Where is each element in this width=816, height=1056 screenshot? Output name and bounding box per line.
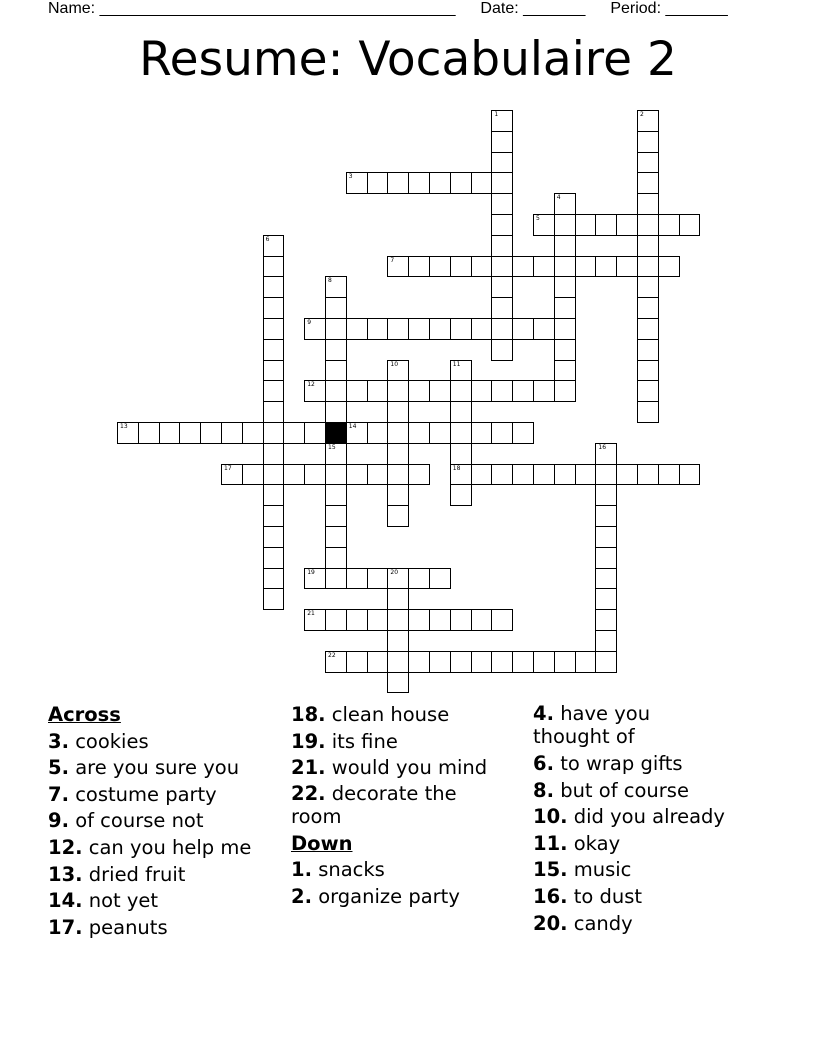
crossword-cell[interactable] — [325, 568, 347, 590]
clue-number: 21 — [307, 610, 315, 618]
crossword-cell[interactable] — [325, 339, 347, 361]
crossword-cell[interactable] — [491, 172, 513, 194]
clue-number: 3 — [348, 173, 353, 181]
crossword-cell[interactable] — [367, 380, 389, 402]
clue-across-21: 21. would you mind — [291, 756, 488, 780]
clue-down-8: 8. but of course — [533, 778, 689, 802]
black-cell — [325, 422, 347, 444]
crossword-cell[interactable] — [263, 297, 285, 319]
crossword-cell[interactable] — [679, 464, 701, 486]
clue-number: 10 — [390, 360, 399, 368]
crossword-cell[interactable] — [554, 464, 576, 486]
crossword-cell[interactable] — [325, 360, 347, 382]
crossword-cell[interactable] — [179, 422, 201, 444]
crossword-cell[interactable] — [575, 256, 597, 278]
crossword-cell[interactable] — [554, 380, 576, 402]
crossword-cell[interactable] — [595, 505, 617, 527]
crossword-cell[interactable] — [595, 526, 617, 548]
crossword-cell[interactable] — [263, 443, 285, 465]
crossword-cell[interactable] — [242, 422, 264, 444]
crossword-cell[interactable] — [491, 214, 513, 236]
crossword-cell[interactable] — [512, 464, 534, 486]
crossword-cell[interactable] — [637, 380, 659, 402]
crossword-cell[interactable] — [450, 360, 472, 382]
crossword-cell[interactable] — [346, 464, 368, 486]
crossword-cell[interactable] — [429, 172, 451, 194]
crossword-cell[interactable] — [471, 256, 493, 278]
crossword-cell[interactable] — [637, 339, 659, 361]
page-title: Resume: Vocabulaire 2 — [139, 32, 677, 87]
crossword-cell[interactable] — [637, 214, 659, 236]
crossword-cell[interactable] — [387, 172, 409, 194]
crossword-cell[interactable] — [554, 360, 576, 382]
crossword-cell[interactable] — [263, 484, 285, 506]
crossword-cell[interactable] — [387, 630, 409, 652]
clue-number: 9 — [307, 319, 312, 326]
crossword-cell[interactable] — [595, 256, 617, 278]
crossword-cell[interactable] — [387, 380, 409, 402]
crossword-cell[interactable] — [242, 464, 264, 486]
crossword-cell[interactable] — [491, 131, 513, 153]
crossword-cell[interactable] — [367, 422, 389, 444]
date-blank[interactable]: _______ — [523, 0, 586, 17]
clue-down-11: 11. okay — [533, 831, 621, 855]
crossword-cell[interactable] — [575, 651, 597, 673]
crossword-cell[interactable] — [450, 651, 472, 673]
crossword-cell[interactable] — [533, 318, 555, 340]
crossword-cell[interactable] — [637, 318, 659, 340]
clue-number: 5 — [536, 215, 540, 222]
clues-column-2 — [291, 702, 516, 911]
down-heading: Down — [291, 831, 353, 855]
clue-down-1: 1. snacks — [291, 858, 385, 882]
crossword-cell[interactable] — [429, 609, 451, 631]
clue-down-6: 6. to wrap gifts — [533, 752, 683, 775]
crossword-cell[interactable] — [491, 235, 513, 257]
clue-down-15: 15. music — [533, 858, 632, 882]
crossword-cell[interactable] — [575, 214, 597, 236]
crossword-cell[interactable] — [304, 380, 326, 402]
crossword-cell[interactable] — [346, 422, 368, 444]
clue-across-9: 9. of course not — [48, 809, 204, 833]
crossword-cell[interactable] — [658, 214, 680, 236]
crossword-cell[interactable] — [408, 651, 430, 673]
crossword-cell[interactable] — [554, 235, 576, 257]
crossword-cell[interactable] — [595, 568, 617, 590]
crossword-cell[interactable] — [429, 256, 451, 278]
crossword-cell[interactable] — [408, 172, 430, 194]
crossword-cell[interactable] — [325, 318, 347, 340]
clue-down-20: 20. candy — [533, 911, 633, 935]
crossword-cell[interactable] — [491, 256, 513, 278]
crossword-cell[interactable] — [616, 256, 638, 278]
crossword-cell[interactable] — [491, 318, 513, 340]
clue-number: 2 — [640, 111, 644, 118]
crossword-cell[interactable] — [637, 131, 659, 153]
crossword-cell[interactable] — [325, 443, 347, 465]
crossword-cell[interactable] — [450, 443, 472, 465]
crossword-cell[interactable] — [263, 568, 285, 590]
crossword-cell[interactable] — [429, 651, 451, 673]
clue-across-17: 17. peanuts — [48, 915, 168, 939]
crossword-cell[interactable] — [471, 609, 493, 631]
crossword-cell[interactable] — [512, 256, 534, 278]
crossword-cell[interactable] — [637, 193, 659, 215]
crossword-cell[interactable] — [533, 651, 555, 673]
crossword-cell[interactable] — [387, 568, 409, 590]
crossword-cell[interactable] — [325, 484, 347, 506]
crossword-cell[interactable] — [471, 318, 493, 340]
crossword-cell[interactable] — [263, 422, 285, 444]
crossword-cell[interactable] — [637, 152, 659, 174]
crossword-cell[interactable] — [346, 380, 368, 402]
crossword-cell[interactable] — [491, 380, 513, 402]
clue-number: 13 — [120, 423, 128, 430]
crossword-cell[interactable] — [263, 588, 285, 610]
crossword-cell[interactable] — [554, 651, 576, 673]
crossword-cell[interactable] — [304, 422, 326, 444]
crossword-cell[interactable] — [637, 235, 659, 257]
crossword-cell[interactable] — [637, 110, 659, 132]
crossword-cell[interactable] — [117, 422, 139, 444]
crossword-cell[interactable] — [512, 380, 534, 402]
crossword-cell[interactable] — [450, 401, 472, 423]
crossword-cell[interactable] — [346, 318, 368, 340]
crossword-cell[interactable] — [408, 256, 430, 278]
crossword-cell[interactable] — [408, 464, 430, 486]
crossword-cell[interactable] — [471, 464, 493, 486]
crossword-cell[interactable] — [491, 651, 513, 673]
clue-number: 6 — [265, 235, 270, 243]
crossword-cell[interactable] — [471, 422, 493, 444]
clue-number: 11 — [452, 360, 461, 368]
crossword-cell[interactable] — [263, 401, 285, 423]
crossword-cell[interactable] — [637, 276, 659, 298]
crossword-cell[interactable] — [554, 339, 576, 361]
crossword-cell[interactable] — [512, 422, 534, 444]
crossword-cell[interactable] — [367, 609, 389, 631]
crossword-cell[interactable] — [491, 609, 513, 631]
crossword-cell[interactable] — [304, 568, 326, 590]
name-blank[interactable]: ________________________________________ — [99, 0, 456, 17]
crossword-cell[interactable] — [554, 193, 576, 215]
clue-number: 15 — [328, 443, 336, 451]
clue-down-2: 2. organize party — [291, 884, 460, 908]
crossword-cell[interactable] — [263, 526, 285, 548]
crossword-cell[interactable] — [533, 380, 555, 402]
crossword-cell[interactable] — [387, 401, 409, 423]
crossword-cell[interactable] — [512, 318, 534, 340]
clue-down-4: 4. have you thought of — [533, 702, 651, 748]
crossword-cell[interactable] — [367, 568, 389, 590]
crossword-cell[interactable] — [387, 443, 409, 465]
crossword-cell[interactable] — [263, 318, 285, 340]
crossword-cell[interactable] — [387, 505, 409, 527]
crossword-cell[interactable] — [263, 505, 285, 527]
clue-across-7: 7. costume party — [48, 782, 217, 806]
crossword-cell[interactable] — [595, 588, 617, 610]
clue-across-14: 14. not yet — [48, 889, 159, 913]
crossword-cell[interactable] — [429, 568, 451, 590]
crossword-cell[interactable] — [387, 422, 409, 444]
crossword-cell[interactable] — [450, 484, 472, 506]
crossword-cell[interactable] — [408, 380, 430, 402]
crossword-cell[interactable] — [595, 443, 617, 465]
crossword-cell[interactable] — [263, 360, 285, 382]
across-heading: Across — [48, 703, 121, 726]
crossword-cell[interactable] — [450, 422, 472, 444]
crossword-cell[interactable] — [554, 276, 576, 298]
crossword-cell[interactable] — [554, 297, 576, 319]
clue-across-19: 19. its fine — [291, 729, 398, 753]
crossword-cell[interactable] — [554, 256, 576, 278]
clue-number: 17 — [224, 464, 232, 472]
clue-number: 20 — [390, 568, 399, 576]
crossword-cell[interactable] — [325, 464, 347, 486]
clue-across-13: 13. dried fruit — [48, 862, 186, 886]
crossword-cell[interactable] — [138, 422, 160, 444]
crossword-cell[interactable] — [325, 609, 347, 631]
period-blank[interactable]: _______ — [665, 0, 728, 17]
crossword-cell[interactable] — [346, 609, 368, 631]
crossword-cell[interactable] — [637, 256, 659, 278]
crossword-cell[interactable] — [533, 464, 555, 486]
crossword-cell[interactable] — [367, 172, 389, 194]
crossword-cell[interactable] — [346, 568, 368, 590]
crossword-cell[interactable] — [200, 422, 222, 444]
crossword-cell[interactable] — [637, 401, 659, 423]
crossword-cell[interactable] — [304, 609, 326, 631]
crossword-cell[interactable] — [387, 651, 409, 673]
crossword-cell[interactable] — [450, 172, 472, 194]
crossword-cell[interactable] — [408, 568, 430, 590]
crossword-cell[interactable] — [325, 401, 347, 423]
crossword-cell[interactable] — [408, 422, 430, 444]
crossword-cell[interactable] — [346, 172, 368, 194]
crossword-cell[interactable] — [325, 297, 347, 319]
clue-number: 1 — [494, 111, 499, 118]
crossword-cell[interactable] — [387, 256, 409, 278]
crossword-cell[interactable] — [263, 464, 285, 486]
clue-number: 12 — [307, 381, 315, 389]
clue-across-18: 18. clean house — [291, 703, 450, 726]
crossword-cell[interactable] — [533, 214, 555, 236]
crossword-cell[interactable] — [367, 651, 389, 673]
clue-number: 18 — [452, 464, 461, 472]
crossword-cell[interactable] — [491, 339, 513, 361]
crossword-cell[interactable] — [679, 214, 701, 236]
crossword-cell[interactable] — [283, 464, 305, 486]
clue-number: 16 — [598, 443, 607, 451]
crossword-cell[interactable] — [450, 318, 472, 340]
crossword-cell[interactable] — [491, 422, 513, 444]
crossword-cell[interactable] — [471, 380, 493, 402]
crossword-cell[interactable] — [637, 297, 659, 319]
crossword-cell[interactable] — [637, 464, 659, 486]
crossword-cell[interactable] — [575, 464, 597, 486]
crossword-cell[interactable] — [263, 276, 285, 298]
crossword-cell[interactable] — [159, 422, 181, 444]
crossword-cell[interactable] — [263, 380, 285, 402]
crossword-cell[interactable] — [450, 609, 472, 631]
clues-column-3 — [533, 702, 803, 937]
crossword-cell[interactable] — [325, 651, 347, 673]
clue-across-3: 3. cookies — [48, 729, 149, 753]
student-info-line — [48, 0, 768, 20]
crossword-cell[interactable] — [595, 630, 617, 652]
crossword-cell[interactable] — [304, 464, 326, 486]
crossword-cell[interactable] — [263, 547, 285, 569]
crossword-cell[interactable] — [387, 609, 409, 631]
crossword-cell[interactable] — [471, 172, 493, 194]
clues-column-1 — [48, 702, 283, 941]
clue-number: 7 — [390, 256, 395, 264]
clue-down-10: 10. did you already — [533, 805, 725, 829]
date-label: Date: — [480, 0, 519, 17]
crossword-cell[interactable] — [325, 526, 347, 548]
crossword-cell[interactable] — [387, 484, 409, 506]
clue-across-12: 12. can you help me — [48, 835, 252, 859]
crossword-cell[interactable] — [595, 609, 617, 631]
crossword-cell[interactable] — [637, 360, 659, 382]
crossword-cell[interactable] — [429, 318, 451, 340]
crossword-cell[interactable] — [658, 464, 680, 486]
crossword-cell[interactable] — [346, 651, 368, 673]
crossword-cell[interactable] — [595, 214, 617, 236]
clue-number: 22 — [328, 651, 336, 659]
crossword-cell[interactable] — [387, 672, 409, 694]
crossword-cell[interactable] — [450, 256, 472, 278]
crossword-cell[interactable] — [325, 276, 347, 298]
crossword-cell[interactable] — [491, 193, 513, 215]
clue-down-16: 16. to dust — [533, 884, 643, 908]
crossword-cell[interactable] — [221, 422, 243, 444]
crossword-cell[interactable] — [263, 235, 285, 257]
crossword-cell[interactable] — [616, 464, 638, 486]
crossword-cell[interactable] — [595, 484, 617, 506]
crossword-cell[interactable] — [325, 380, 347, 402]
crossword-cell[interactable] — [263, 256, 285, 278]
crossword-cell[interactable] — [491, 110, 513, 132]
crossword-cell[interactable] — [450, 464, 472, 486]
crossword-cell[interactable] — [595, 651, 617, 673]
crossword-cell[interactable] — [595, 464, 617, 486]
crossword-cell[interactable] — [325, 505, 347, 527]
clue-number: 14 — [348, 423, 357, 430]
crossword-cell[interactable] — [387, 588, 409, 610]
crossword-cell[interactable] — [367, 464, 389, 486]
crossword-cell[interactable] — [512, 651, 534, 673]
crossword-cell[interactable] — [408, 609, 430, 631]
crossword-cell[interactable] — [387, 360, 409, 382]
crossword-cell[interactable] — [616, 214, 638, 236]
clue-across-5: 5. are you sure you — [48, 756, 240, 780]
crossword-cell[interactable] — [595, 547, 617, 569]
crossword-cell[interactable] — [408, 318, 430, 340]
crossword-cell[interactable] — [325, 547, 347, 569]
crossword-cell[interactable] — [429, 422, 451, 444]
clue-number: 8 — [328, 277, 332, 285]
crossword-cell[interactable] — [471, 651, 493, 673]
clue-number: 19 — [307, 568, 315, 576]
crossword-cell[interactable] — [283, 422, 305, 444]
crossword-cell[interactable] — [387, 464, 409, 486]
crossword-cell[interactable] — [554, 318, 576, 340]
crossword-cell[interactable] — [491, 276, 513, 298]
crossword-cell[interactable] — [367, 318, 389, 340]
period-label: Period: — [610, 0, 662, 17]
crossword-cell[interactable] — [658, 256, 680, 278]
crossword-cell[interactable] — [450, 380, 472, 402]
crossword-cell[interactable] — [429, 380, 451, 402]
clue-across-22: 22. decorate the room — [291, 781, 457, 828]
crossword-cell[interactable] — [263, 339, 285, 361]
crossword-cell[interactable] — [221, 464, 243, 486]
crossword-cell[interactable] — [387, 318, 409, 340]
name-label: Name: — [48, 0, 96, 17]
crossword-cell[interactable] — [533, 256, 555, 278]
crossword-cell[interactable] — [304, 318, 326, 340]
crossword-cell[interactable] — [491, 297, 513, 319]
crossword-cell[interactable] — [491, 464, 513, 486]
crossword-cell[interactable] — [554, 214, 576, 236]
crossword-cell[interactable] — [491, 152, 513, 174]
clue-number: 4 — [556, 194, 561, 202]
crossword-cell[interactable] — [637, 172, 659, 194]
